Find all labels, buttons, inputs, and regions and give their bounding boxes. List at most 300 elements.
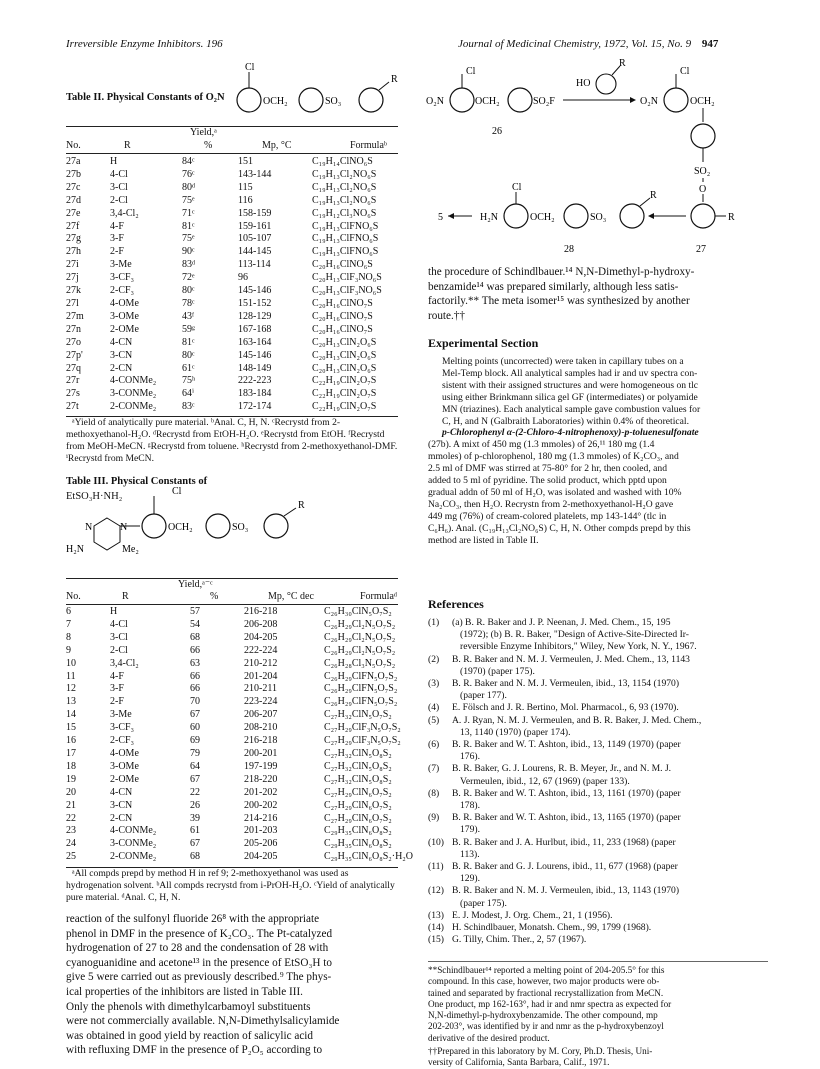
footnote-line: 202-203°, was identified by ir and nmr as the p-hydroxybenzoyl	[428, 1021, 664, 1032]
table3-h2n-label: H₂N	[66, 544, 84, 555]
table2-cell: C₁₉H₁₄ClNO₆S	[312, 156, 373, 167]
reference-item	[428, 641, 768, 653]
table2-cell: C₁₉H₁₃Cl₂NO₆S	[312, 181, 377, 193]
table2-cell: 27i	[66, 259, 79, 271]
table3-cell: 3-Me	[110, 709, 132, 721]
table2-row	[66, 363, 412, 376]
table2-cell: 59ᵍ	[182, 323, 196, 335]
table2-row	[66, 285, 412, 298]
table2-caption	[66, 92, 225, 103]
table3-cell: 20	[66, 786, 76, 798]
table2-footnote: ᵃYield of analytically pure material. ᵇAnal. C, H, N. ᶜRecrystd from 2-methoxyethanol-H₂O. ᵈRecrystd from EtOH-H₂O. ᵉRecrystd from EtOH. ᶠRecrystd from MeOH-MeCN. ᵍRecrystd from toluene. ʰRecrystd from 2-methoxyethanol-DMF. ⁱRecrystd from MeCN.	[66, 417, 398, 464]
table3-cell: C₂₆H₃₀ClN₅O₇S₂	[324, 606, 392, 617]
table2-cell: 71ᶜ	[182, 207, 195, 219]
table3-cell: 61	[190, 825, 200, 837]
reference-item	[428, 763, 768, 775]
table2-row	[66, 337, 412, 350]
reference-number	[428, 629, 452, 641]
reference-item	[428, 654, 768, 666]
table2-cell: C₂₀H₁₃ClF₃NO₆S	[312, 285, 382, 297]
body-line: hydrogenation of 27 to 28 and the condensation of 28 with	[66, 942, 329, 955]
table2-cell: C₂₀H₁₆ClNO₇S	[312, 310, 373, 322]
table3-cell: 197-199	[244, 760, 278, 772]
table2-cell: 27m	[66, 310, 84, 322]
table3-cell: 2-CN	[110, 812, 133, 824]
table2-row	[66, 350, 412, 363]
reference-text: B. R. Baker and G. J. Lourens, ibid., 11, 677 (1968) (paper	[452, 861, 678, 873]
table3-cell: 21	[66, 799, 76, 811]
table2-cell: C₂₀H₁₃ClN₂O₆S	[312, 349, 377, 361]
reference-number: (2)	[428, 653, 440, 665]
footnote-cory-thesis	[428, 1046, 773, 1069]
table3-cell: C₂₇H₃₂ClN₅O₈S₂	[324, 773, 392, 785]
scheme-och2-27: OCH₂	[690, 96, 715, 107]
scheme-five: 5	[438, 212, 443, 223]
table2-och2-label: OCH₂	[263, 96, 288, 107]
table3-row	[66, 683, 424, 696]
scheme-ho: HO	[576, 78, 591, 89]
table2-cell: 145-146	[238, 349, 272, 361]
table3-cell: C₂₉H₃₅ClN₆O₈S₂	[324, 825, 392, 837]
scheme-label-26: 26	[492, 126, 502, 137]
table3-cell: 204-205	[244, 631, 278, 643]
reference-item	[428, 739, 768, 751]
table2-cell: C₁₉H₁₃Cl₂NO₆S	[312, 194, 377, 206]
reference-item	[428, 776, 768, 788]
table3-row	[66, 825, 424, 838]
table3-cell: 4-F	[110, 670, 124, 682]
table2-r-label: R	[391, 74, 398, 85]
reference-number: (3)	[428, 678, 440, 690]
table2-cell: 159-161	[238, 220, 272, 232]
reference-item	[428, 727, 768, 739]
table3-cell: 6	[66, 606, 71, 617]
experimental-line: C, H, and N (Galbraith Laboratories) within 0.4% of theoretical.	[442, 415, 689, 427]
reference-item	[428, 812, 768, 824]
table3-cell: 11	[66, 670, 76, 682]
table2-cell: 167-168	[238, 323, 272, 335]
table2-cell: 83ᵈ	[182, 259, 196, 271]
table3-cell: 67	[190, 773, 200, 785]
reaction-scheme	[428, 56, 768, 266]
table2-cell: 64ⁱ	[182, 388, 195, 400]
table3-yield-header: Yield,ᵃ⁻ᶜ	[178, 579, 213, 590]
reference-text: (1970) (paper 175).	[460, 665, 535, 677]
journal-citation: Journal of Medicinal Chemistry, 1972, Vol. 15, No. 9	[458, 38, 692, 50]
table2-cell: 75ᵉ	[182, 194, 195, 206]
reference-number	[428, 824, 452, 836]
table2-so3-label: SO₃	[325, 96, 342, 107]
table2-row	[66, 208, 412, 221]
table3-col-no: No.	[66, 591, 81, 602]
right-body-text	[428, 265, 768, 323]
table3-me2-label: Me₂	[122, 544, 139, 555]
reference-item	[428, 885, 768, 897]
table3-cell: 25	[66, 851, 76, 863]
table3-caption-salt: EtSO₃H·NH₂	[66, 491, 123, 502]
scheme-so2f-26: SO₂F	[533, 96, 555, 107]
reference-number: (5)	[428, 714, 440, 726]
body-line: was obtained in good yield by reaction of salicylic acid	[66, 1029, 313, 1042]
reference-text: Vermeulen, ibid., 12, 67 (1969) (paper 133).	[460, 775, 630, 787]
reference-item	[428, 824, 768, 836]
table3-n2-label: N	[120, 522, 128, 533]
table2-cell: 43ᶠ	[182, 310, 195, 322]
table2-cell: C₂₂H₁₉ClN₂O₇S	[312, 388, 377, 400]
table3-cell: 2-CF₃	[110, 735, 135, 747]
body-line: factorily.** The meta isomer¹⁵ was synthesized by another	[428, 295, 690, 308]
reference-number: (12)	[428, 885, 444, 897]
table2-row	[66, 388, 412, 401]
table3-cell: 4-Cl	[110, 618, 128, 630]
table2-cell: 72ᵉ	[182, 272, 195, 284]
reference-text: 129).	[460, 873, 480, 885]
reference-item	[428, 678, 768, 690]
table3-cell: 216-218	[244, 606, 278, 617]
scheme-o2n-26: O₂N	[426, 96, 444, 107]
table2-cell: C₂₂H₁₉ClN₂O₇S	[312, 375, 377, 387]
table3-cell: C₂₇H₂₉ClN₆O₇S₂	[324, 786, 392, 798]
table3-cell: 205-206	[244, 838, 278, 850]
reference-number	[428, 800, 452, 812]
table2-cell: 145-146	[238, 285, 272, 297]
scheme-cl-28: Cl	[512, 182, 522, 193]
table2-yield-header: Yield,ᵃ	[190, 127, 217, 138]
scheme-h2n-28: H₂N	[480, 212, 498, 223]
table3-row	[66, 800, 424, 813]
table2-cell: 172-174	[238, 401, 272, 413]
table3-cell: 66	[190, 670, 200, 682]
reference-text: B. R. Baker and N. M. J. Vermeulen, J. Med. Chem., 13, 1143	[452, 653, 690, 665]
table3-cell: 22	[190, 786, 200, 798]
table3-caption-text: Table III. Physical Constants of	[66, 476, 208, 487]
scheme-och2-28: OCH₂	[530, 212, 555, 223]
table3-cell: 3-F	[110, 683, 124, 695]
reference-number: (6)	[428, 739, 440, 751]
table3-cell: C₂₇H₂₉ClN₆O₇S₂	[324, 799, 392, 811]
table3-cell: 67	[190, 709, 200, 721]
reference-item	[428, 873, 768, 885]
table2-cell: 76ᶜ	[182, 168, 195, 180]
table2-cell: 27e	[66, 207, 81, 219]
table2-row	[66, 272, 412, 285]
table2-cell: 2-CN	[110, 362, 133, 374]
footnote-line: versity of California, Santa Barbara, Calif., 1971.	[428, 1057, 610, 1068]
table2-cell: 75ʰ	[182, 375, 196, 387]
table3-cell: 210-212	[244, 657, 278, 669]
table3-cell: 201-203	[244, 825, 278, 837]
table2-cell: C₁₉H₁₃ClFNO₆S	[312, 233, 379, 245]
reference-text: 176).	[460, 751, 480, 763]
table3-header	[66, 591, 397, 604]
body-line: cyanoguanidine and acetone¹³ in the presence of EtSO₃H to	[66, 956, 332, 969]
scheme-label-28: 28	[564, 244, 574, 255]
scheme-r-phenol: R	[619, 58, 626, 69]
table3-row	[66, 709, 424, 722]
table2-col-r: R	[124, 140, 131, 151]
table3-cell: 200-201	[244, 747, 278, 759]
table2-body	[66, 156, 412, 414]
table2-cell: 151-152	[238, 297, 272, 309]
table2-cell: 27g	[66, 233, 81, 245]
reference-item	[428, 629, 768, 641]
table3-structure	[62, 484, 362, 556]
table2-cell: 81ᶜ	[182, 220, 195, 232]
reference-item	[428, 617, 768, 629]
table3-row	[66, 851, 424, 864]
table2-cell: C₂₀H₁₃ClF₃NO₆S	[312, 272, 382, 284]
table2-cell: 80ᵈ	[182, 181, 196, 193]
table3-cell: 39	[190, 812, 200, 824]
body-line: phenol in DMF in the presence of K₂CO₃. The Pt-catalyzed	[66, 927, 333, 940]
table3-cell: 3-CN	[110, 799, 133, 811]
reference-text: H. Schindlbauer, Monatsh. Chem., 99, 1799 (1968).	[452, 922, 652, 934]
table2-cell: 113-114	[238, 259, 271, 271]
reference-item	[428, 898, 768, 910]
page-number: 947	[701, 38, 719, 50]
table2-cell: 27p'	[66, 349, 83, 361]
table3-col-yield: %	[210, 591, 219, 602]
table2-cell: 27n	[66, 323, 81, 335]
table3-cell: C₂₇H₃₂ClN₅O₈S₂	[324, 760, 392, 772]
table3-cell: 66	[190, 683, 200, 695]
table3-cell: 13	[66, 696, 76, 708]
table3-cell: C₂₉H₃₅ClN₆O₈S₂	[324, 838, 392, 850]
table3-col-r: R	[122, 591, 129, 602]
table3-so3-label: SO₃	[232, 522, 249, 533]
reference-text: A. J. Ryan, N. M. J. Vermeulen, and B. R. Baker, J. Med. Chem.,	[452, 714, 702, 726]
table3-cell: 63	[190, 657, 200, 669]
reference-item	[428, 849, 768, 861]
table3-cell: 218-220	[244, 773, 278, 785]
table2-cell: 4-OMe	[110, 297, 139, 309]
table2-cell: 222-223	[238, 375, 272, 387]
body-line: benzamide¹⁴ was prepared similarly, although less satis-	[428, 280, 679, 293]
reference-number	[428, 751, 452, 763]
table3-row	[66, 838, 424, 851]
table3-row	[66, 632, 424, 645]
reference-number: (8)	[428, 787, 440, 799]
table2-row	[66, 169, 412, 182]
table3-cell: 54	[190, 618, 200, 630]
scheme-och2-26: OCH₂	[475, 96, 500, 107]
table3-cell: 57	[190, 606, 200, 617]
reference-text: 179).	[460, 824, 480, 836]
table2-cell: 143-144	[238, 168, 272, 180]
reference-number	[428, 898, 452, 910]
table3-cell: 10	[66, 657, 76, 669]
table3-row	[66, 722, 424, 735]
table3-r-label: R	[298, 500, 305, 511]
table2-row	[66, 246, 412, 259]
table3-cell: C₂₆H₂₉Cl₂N₅O₇S₂	[324, 618, 396, 630]
reference-item	[428, 800, 768, 812]
table2-cell: 81ᶜ	[182, 336, 195, 348]
table2-col-no: No.	[66, 140, 81, 151]
body-line: give 5 were carried out as previously described.⁹ The phys-	[66, 971, 332, 984]
table3-row	[66, 761, 424, 774]
table2-cell: 2-OMe	[110, 323, 139, 335]
table3-cell: 60	[190, 722, 200, 734]
table3-cell: C₂₇H₂₉ClF₃N₅O₇S₂	[324, 722, 401, 734]
reference-item	[428, 666, 768, 678]
reference-item	[428, 837, 768, 849]
table2-cell: 3-CN	[110, 349, 133, 361]
table2-row	[66, 259, 412, 272]
table2-cell: C₂₀H₁₆ClNO₆S	[312, 259, 373, 271]
table3-cell: 2-OMe	[110, 773, 139, 785]
table2-cell: 148-149	[238, 362, 272, 374]
experimental-heading: Experimental Section	[428, 336, 539, 350]
table2-row	[66, 298, 412, 311]
table2-col-yield: %	[204, 140, 213, 151]
reference-item	[428, 788, 768, 800]
reference-number: (9)	[428, 812, 440, 824]
reference-item	[428, 702, 768, 714]
table2-header	[66, 140, 387, 153]
reference-text: reversible Enzyme Inhibitors," Wiley, New York, N. Y., 1967.	[460, 641, 697, 653]
table3-cell: C₂₆H₂₉ClFN₅O₇S₂	[324, 683, 398, 695]
table2-cell: 27a	[66, 156, 81, 167]
reference-number: (13)	[428, 909, 444, 921]
experimental-line: Na₂CO₃, then H₂O. Recrystn from 2-methoxyethanol-H₂O gave	[428, 498, 674, 510]
table3-footnote: ᵃAll compds prepd by method H in ref 9; 2-methoxyethanol was used as hydrogenation solvent. ᵇAll compds recrystd from i-PrOH-H₂O. ᶜYield of analytically pure material. ᵈAnal. C, H, N.	[66, 868, 395, 903]
table2-cell: 27q	[66, 362, 81, 374]
table2-cell: 27t	[66, 401, 79, 413]
table3-cell: 208-210	[244, 722, 278, 734]
body-line: reaction of the sulfonyl fluoride 26⁸ with the appropriate	[66, 913, 320, 925]
scheme-o2n-27: O₂N	[640, 96, 658, 107]
reference-number	[428, 873, 452, 885]
table2-row	[66, 311, 412, 324]
table3-cell: 3-Cl	[110, 631, 128, 643]
table3-row	[66, 748, 424, 761]
table3-cell: 24	[66, 838, 76, 850]
table3-cell: 22	[66, 812, 76, 824]
body-line: the procedure of Schindlbauer.¹⁴ N,N-Dimethyl-p-hydroxy-	[428, 266, 695, 278]
table3-cell: 66	[190, 644, 200, 656]
table2-cell: 144-145	[238, 246, 272, 258]
experimental-para2-title: p-Chlorophenyl α-(2-Chloro-4-nitrophenoxy)-p-toluenesulfonate	[442, 427, 699, 439]
left-body-text	[66, 912, 406, 1058]
table3-cell: 200-202	[244, 799, 278, 811]
reference-number: (1)	[428, 617, 440, 628]
reference-text: B. R. Baker and J. A. Hurlbut, ibid., 11, 233 (1968) (paper	[452, 836, 676, 848]
table2-cell: 27r	[66, 375, 80, 387]
table3-cell: C₂₆H₂₉Cl₂N₅O₇S₂	[324, 644, 396, 656]
table3-cell: C₂₇H₃₂ClN₅O₇S₂	[324, 709, 392, 721]
reference-text: B. R. Baker and W. T. Ashton, ibid., 13, 1149 (1970) (paper	[452, 739, 681, 751]
table2-row	[66, 195, 412, 208]
table2-col-formula: Formulaᵇ	[350, 140, 387, 151]
table3-row	[66, 619, 424, 632]
table3-cell: 206-207	[244, 709, 278, 721]
scheme-cl-26: Cl	[466, 66, 476, 77]
reference-number: (7)	[428, 763, 440, 775]
table2-cell: C₁₉H₁₃ClFNO₆S	[312, 220, 379, 232]
footnote-schindlbauer	[428, 965, 773, 1044]
experimental-line: 2.5 ml of DMF was stirred at 75-80° for 2 hr, then cooled, and	[428, 463, 667, 475]
table2-cell: 3-Cl	[110, 181, 128, 193]
table2-cell: 27l	[66, 297, 79, 309]
reference-text: (a) B. R. Baker and J. P. Neenan, J. Med. Chem., 15, 195	[452, 617, 671, 628]
table3-cell: 17	[66, 747, 76, 759]
table3-cl-label: Cl	[172, 486, 182, 497]
reference-text: 13, 1140 (1970) (paper 174).	[460, 726, 571, 738]
table3-cell: 19	[66, 773, 76, 785]
table2-cell: 4-CONMe₂	[110, 375, 157, 387]
table3-cell: 8	[66, 631, 71, 643]
table2-cell: 163-164	[238, 336, 272, 348]
table2-cell: 80ᶜ	[182, 349, 195, 361]
table2-cell: 116	[238, 194, 253, 206]
table2-row	[66, 156, 412, 169]
footnote-line: tained and separated by fractional recrystallization from MeCN.	[428, 987, 664, 998]
table2-cell: 96	[238, 272, 248, 284]
table2-row	[66, 375, 412, 388]
table2-cell: 2-Cl	[110, 194, 128, 206]
table2-cell: C₂₂H₁₉ClN₂O₇S	[312, 401, 377, 413]
table2-cell: 27j	[66, 272, 79, 284]
table2-cell: 27d	[66, 194, 81, 206]
table2-cell: 2-CF₃	[110, 285, 135, 297]
table3-n1-label: N	[85, 522, 93, 533]
table2-cell: 27s	[66, 388, 80, 400]
table3-cell: 210-211	[244, 683, 277, 695]
reference-text: B. R. Baker and N. M. J. Vermeulen, ibid., 13, 1143 (1970)	[452, 885, 680, 897]
reference-item	[428, 715, 768, 727]
reference-text: E. J. Modest, J. Org. Chem., 21, 1 (1956).	[452, 909, 613, 921]
footnote-line: derivative of the desired product.	[428, 1032, 550, 1043]
table2-cell: 115	[238, 181, 253, 193]
table2-cell: 2-CONMe₂	[110, 401, 157, 413]
table3-row	[66, 606, 424, 619]
table2-cell: C₂₀H₁₆ClNO₇S	[312, 323, 373, 335]
reference-text: B. R. Baker, G. J. Lourens, R. B. Meyer, Jr., and N. M. J.	[452, 763, 672, 775]
table3-cell: C₂₆H₂₉ClFN₅O₇S₂	[324, 696, 398, 708]
reference-item	[428, 690, 768, 702]
footnote-line: N,N-dimethyl-p-hydroxybenzamide. The other compound, mp	[428, 1010, 658, 1021]
running-header-right	[458, 38, 718, 50]
table3-cell: 68	[190, 631, 200, 643]
reference-number: (14)	[428, 922, 444, 934]
table3-cell: 206-208	[244, 618, 278, 630]
table3-cell: 4-CONMe₂	[110, 825, 157, 837]
reference-number: (15)	[428, 934, 444, 946]
table3-cell: 2-F	[110, 696, 124, 708]
table3-col-mp: Mp, °C dec	[268, 591, 314, 602]
table3-row	[66, 774, 424, 787]
body-line: ical properties of the inhibitors are listed in Table III.	[66, 985, 303, 998]
reference-number	[428, 727, 452, 739]
table2-cell: C₁₉H₁₂Cl₃NO₆S	[312, 207, 377, 219]
table2-cell: C₂₀H₁₆ClNO₇S	[312, 297, 373, 309]
experimental-para1	[428, 356, 768, 427]
table2-cell: 3-F	[110, 233, 124, 245]
table3-cell: 9	[66, 644, 71, 656]
table3-cell: 14	[66, 709, 76, 721]
reference-text: G. Tilly, Chim. Ther., 2, 57 (1967).	[452, 934, 587, 946]
table2-cell: 2-F	[110, 246, 124, 258]
reference-number	[428, 690, 452, 702]
table3-cell: C₂₇H₂₉ClN₆O₇S₂	[324, 812, 392, 824]
table2-cell: 27f	[66, 220, 80, 232]
experimental-line: MN (triazines). Each analytical sample gave combustion values for	[442, 403, 701, 415]
reference-number	[428, 666, 452, 678]
table2-row	[66, 233, 412, 246]
table3-cell: 69	[190, 735, 200, 747]
table2-cell: 4-CN	[110, 336, 133, 348]
